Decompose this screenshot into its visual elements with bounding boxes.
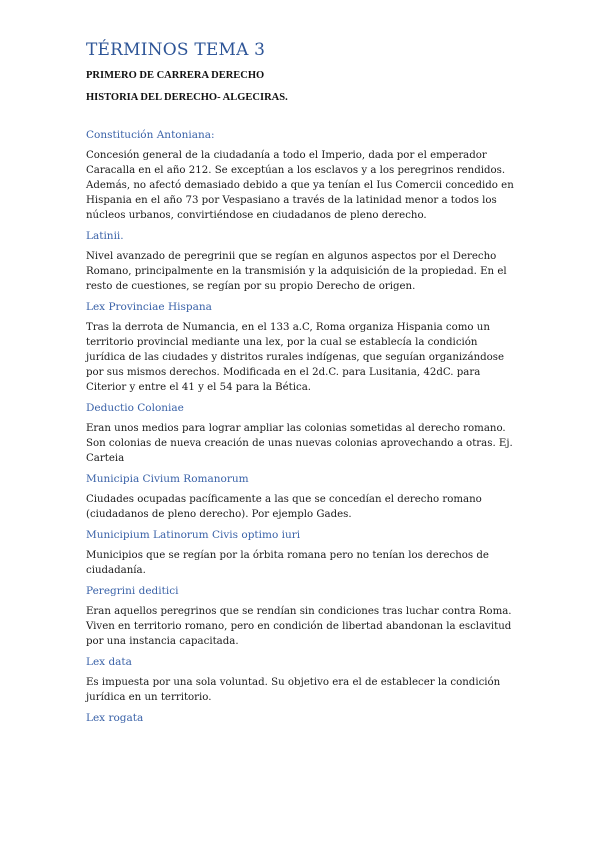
term-heading: Constitución Antoniana: <box>86 129 215 141</box>
term-heading: Lex data <box>86 656 132 668</box>
term-entry <box>86 656 516 705</box>
subject-subtitle: HISTORIA DEL DERECHO- ALGECIRAS. <box>86 92 288 103</box>
term-entry <box>86 529 516 578</box>
term-definition: Municipios que se regían por la órbita romana pero no tenían los derechos de ciudadanía. <box>86 550 489 576</box>
document-content <box>86 40 516 731</box>
term-heading: Lex Provinciae Hispana <box>86 301 212 313</box>
term-definition: Eran aquellos peregrinos que se rendían sin condiciones tras luchar contra Roma. Viven en territorio romano, pero en condición de libertad abandonan la esclavitud por una instancia capacitada. <box>86 606 512 647</box>
course-subtitle: PRIMERO DE CARRERA DERECHO <box>86 70 265 81</box>
term-heading: Municipium Latinorum Civis optimo iuri <box>86 529 301 541</box>
term-heading: Peregrini deditici <box>86 585 179 597</box>
term-entry <box>86 230 516 294</box>
term-entry <box>86 129 516 223</box>
term-definition: Nivel avanzado de peregrinii que se regían en algunos aspectos por el Derecho Romano, principalmente en la transmisión y la adquisición de la propiedad. En el resto de cuestiones, se regían por su propio Derecho de origen. <box>86 251 507 292</box>
term-entry <box>86 301 516 395</box>
term-heading: Deductio Coloniae <box>86 402 184 414</box>
term-heading: Lex rogata <box>86 712 144 724</box>
term-definition: Concesión general de la ciudadanía a todo el Imperio, dada por el emperador Caracalla en el año 212. Se exceptúan a los esclavos y a los peregrinos rendidos. Además, no afectó demasiado debido a que ya tenían el Ius Comercii concedido en Hispania en el año 73 por Vespasiano a través de la latinidad menor a todos los núcleos urbanos, convirtiéndose en ciudadanos de pleno derecho. <box>86 150 514 221</box>
term-entry <box>86 712 516 724</box>
term-entry <box>86 585 516 649</box>
term-entry <box>86 402 516 466</box>
document-title: TÉRMINOS TEMA 3 <box>86 40 266 60</box>
term-heading: Latinii. <box>86 230 124 242</box>
term-definition: Es impuesta por una sola voluntad. Su objetivo era el de establecer la condición jurídica en un territorio. <box>86 677 501 703</box>
term-definition: Eran unos medios para lograr ampliar las colonias sometidas al derecho romano. Son colonias de nueva creación de unas nuevas colonias aprovechando a otras. Ej. Carteia <box>86 423 513 464</box>
term-definition: Tras la derrota de Numancia, en el 133 a.C, Roma organiza Hispania como un territorio provincial mediante una lex, por la cual se establecía la condición jurídica de las ciudades y distritos rurales indígenas, que seguían organizándose por sus mismos derechos. Modificada en el 2d.C. para Lusitania, 42dC. para Citerior y entre el 41 y el 54 para la Bética. <box>86 322 505 393</box>
term-entry <box>86 473 516 522</box>
term-definition: Ciudades ocupadas pacíficamente a las que se concedían el derecho romano (ciudadanos de pleno derecho). Por ejemplo Gades. <box>86 494 482 520</box>
term-heading: Municipia Civium Romanorum <box>86 473 249 485</box>
